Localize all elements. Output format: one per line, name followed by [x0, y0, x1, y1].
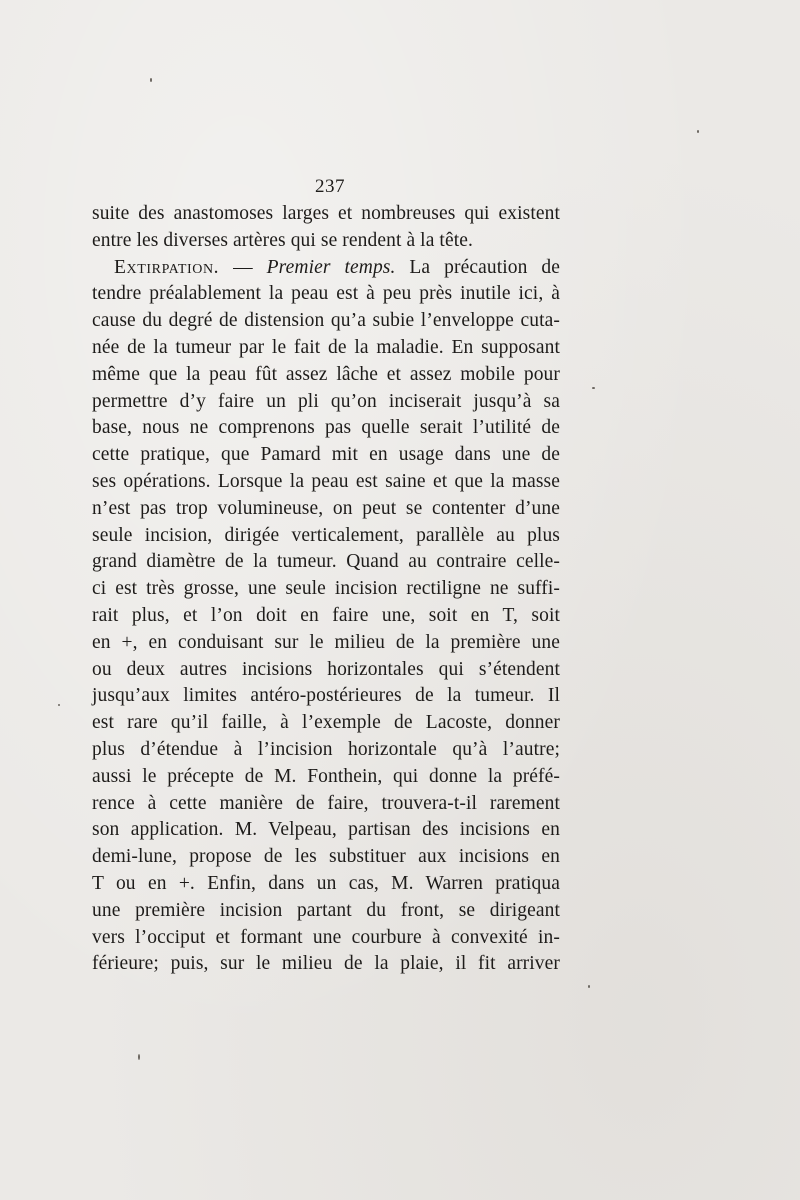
text-line: [92, 389, 560, 416]
text-line: [92, 925, 560, 952]
line-text: entre les diverses artères qui se rendent à la tête.: [92, 229, 473, 251]
line-text: ci est très grosse, une seule incision rectiligne ne suffi-: [92, 578, 560, 600]
line-text: ou deux autres incisions horizontales qui s’étendent: [92, 658, 560, 680]
text-line: [92, 710, 560, 737]
paper-speck: [58, 704, 60, 706]
line-text: une première incision partant du front, se dirigeant: [92, 899, 560, 921]
line-text: née de la tumeur par le fait de la maladie. En supposant: [92, 336, 560, 358]
text-line: [92, 496, 560, 523]
body-text: [92, 201, 560, 978]
text-line: [92, 683, 560, 710]
text-line: [92, 523, 560, 550]
text-line: [92, 255, 560, 282]
text-line: [92, 951, 560, 978]
text-line: [92, 576, 560, 603]
line-text: suite des anastomoses larges et nombreuses qui existent: [92, 203, 560, 224]
text-line: [92, 871, 560, 898]
line-text: n’est pas trop volumineuse, on peut se contenter d’une: [92, 497, 560, 519]
text-line: [92, 442, 560, 469]
line-text: férieure; puis, sur le milieu de la plaie, il fit arriver: [92, 953, 560, 975]
text-line: [92, 549, 560, 576]
line-text: base, nous ne comprenons pas quelle serait l’utilité de: [92, 417, 560, 439]
line-text: permettre d’y faire un pli qu’on inciserait jusqu’à sa: [92, 390, 560, 412]
paper-speck: [588, 985, 590, 988]
line-text: tendre préalablement la peau est à peu près inutile ici, à: [92, 283, 560, 305]
section-heading: Extirpation.: [114, 256, 220, 278]
paper-speck: [697, 130, 699, 133]
paper-speck: [138, 1054, 140, 1060]
page-number: 237: [315, 176, 345, 197]
text-line: [92, 791, 560, 818]
text-line: [92, 737, 560, 764]
heading-dash: —: [219, 256, 267, 278]
text-line: [92, 630, 560, 657]
text-line: [92, 844, 560, 871]
text-line: [92, 201, 560, 228]
line-text: son application. M. Velpeau, partisan des incisions en: [92, 819, 560, 841]
line-text: aussi le précepte de M. Fonthein, qui donne la préfé-: [92, 765, 560, 787]
line-text: cause du degré de distension qu’a subie l’enveloppe cuta-: [92, 310, 560, 332]
line-text: plus d’étendue à l’incision horizontale qu’à l’autre;: [92, 738, 560, 760]
text-line: [92, 817, 560, 844]
text-line: [92, 281, 560, 308]
line-text: cette pratique, que Pamard mit en usage dans une de: [92, 444, 560, 466]
text-line: [92, 603, 560, 630]
text-line: [92, 898, 560, 925]
text-line: [92, 362, 560, 389]
text-line: [92, 415, 560, 442]
subsection-heading: Premier temps.: [266, 256, 396, 278]
line-text: même que la peau fût assez lâche et assez mobile pour: [92, 363, 560, 385]
text-line: [92, 469, 560, 496]
line-text: La précaution de: [395, 256, 560, 278]
paper-speck: [150, 78, 152, 82]
line-text: ses opérations. Lorsque la peau est saine et que la masse: [92, 470, 560, 492]
line-text: jusqu’aux limites antéro-postérieures de la tumeur. Il: [92, 685, 560, 707]
line-text: grand diamètre de la tumeur. Quand au contraire celle-: [92, 551, 560, 573]
text-line: [92, 308, 560, 335]
text-line: [92, 764, 560, 791]
line-text: rait plus, et l’on doit en faire une, soit en T, soit: [92, 604, 560, 626]
line-text: vers l’occiput et formant une courbure à convexité in-: [92, 926, 560, 948]
text-line: [92, 335, 560, 362]
line-text: en +, en conduisant sur le milieu de la première une: [92, 631, 560, 653]
text-line: [92, 228, 560, 255]
line-text: demi-lune, propose de les substituer aux incisions en: [92, 846, 560, 868]
line-text: rence à cette manière de faire, trouvera-t-il rarement: [92, 792, 560, 814]
text-line: [92, 657, 560, 684]
line-text: T ou en +. Enfin, dans un cas, M. Warren pratiqua: [92, 872, 560, 894]
line-text: seule incision, dirigée verticalement, parallèle au plus: [92, 524, 560, 546]
line-text: est rare qu’il faille, à l’exemple de Lacoste, donner: [92, 712, 560, 734]
paper-speck: [592, 387, 595, 389]
